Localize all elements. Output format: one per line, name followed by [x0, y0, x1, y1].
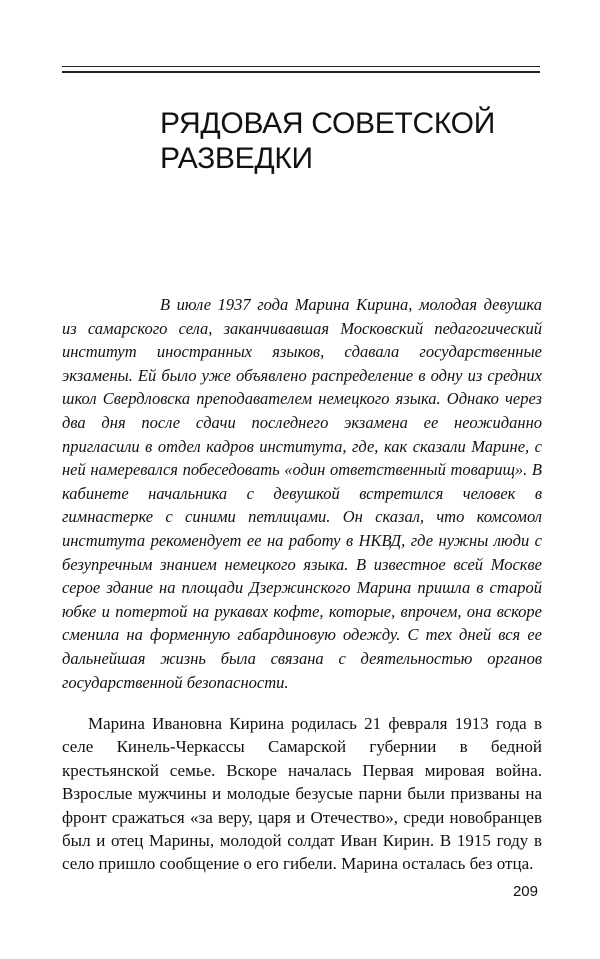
chapter-title-line-1: РЯДОВАЯ СОВЕТСКОЙ: [160, 107, 495, 141]
chapter-title-line-2: РАЗВЕДКИ: [160, 142, 313, 176]
page-number: 209: [512, 883, 538, 900]
intro-epigraph: [62, 293, 542, 694]
chapter-title: [160, 106, 560, 176]
header-rule-thick: [62, 71, 540, 73]
intro-paragraph: В июле 1937 года Марина Кирина, молодая девушка из самарского села, заканчивавшая Московский педагогический институт иностранных языков, сдавала государственные экзамены. Ей было уже объявлено распределение в одну из средних школ Свердловска преподавателем немецкого языка. Однако через два дня после сдачи последнего экзамена ее неожиданно пригласили в отдел кадров института, где, как сказали Марине, с ней намеревался побеседовать «один ответственный товарищ». В кабинете начальника с девушкой встретился человек в гимнастерке с синими петлицами. Он сказал, что комсомол института рекомендует ее на работу в НКВД, где нужны люди с безупречным знанием немецкого языка. В известное всей Москве серое здание на площади Дзержинского Марина пришла в старой юбке и потертой на рукавах кофте, которые, впрочем, она вскоре сменила на форменную габардиновую одежду. С тех дней вся ее дальнейшая жизнь была связана с деятельностью органов государственной безопасности.: [62, 295, 542, 692]
body-paragraph: Марина Ивановна Кирина родилась 21 февраля 1913 года в селе Кинель-Черкассы Самарской губернии в бедной крестьянской семье. Вскоре началась Первая мировая война. Взрослые мужчины и молодые безусые парни были призваны на фронт сражаться «за веру, царя и Отечество», среди новобранцев был и отец Марины, молодой солдат Иван Кирин. В 1915 году в село пришло сообщение о его гибели. Марина осталась без отца.: [62, 714, 542, 874]
header-rule-thin: [62, 66, 540, 67]
main-text: [62, 712, 542, 876]
